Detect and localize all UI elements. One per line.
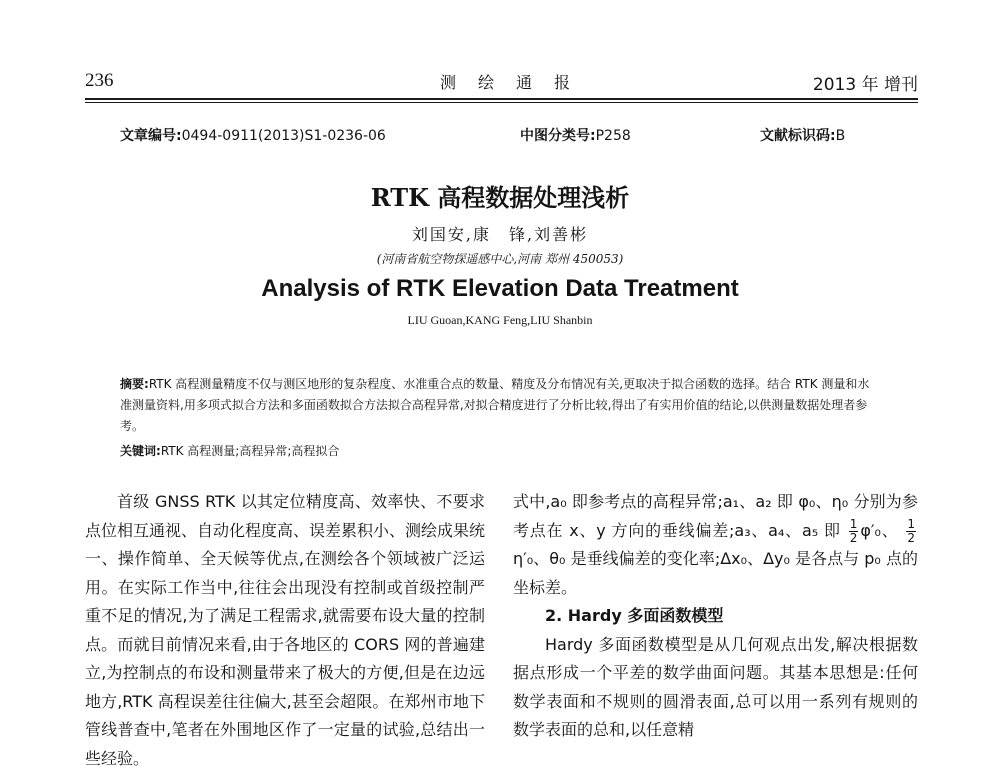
page-number: 236 [85,70,114,91]
keywords-label: 关键词: [120,444,161,458]
article-number [120,125,386,145]
body-right-column [513,488,918,745]
document-code-value: B [835,128,846,144]
authors-chinese: 刘国安,康 锋,刘善彬 [411,225,589,244]
document-code-label: 文献标识码: [760,128,836,144]
fraction-denominator: 2 [849,530,858,545]
intro-paragraph: 首级 GNSS RTK 以其定位精度高、效率快、不要求点位相互通视、自动化程度高、误差累积小、测绘成果统一、操作简单、全天候等优点,在测绘各个领域被广泛运用。在实际工作当中,往往会出现没有控制或首级控制严重不足的情况,为了满足工程需求,就需要布设大量的控制点。而就目前情况来看,由于各地区的 CORS 网的普遍建立,为控制点的布设和测量带来了极大的方便,但是在边远地方,RTK 高程误差往往偏大,甚至会超限。在郑州市地下管线普查中,笔者在外围地区作了一定量的试验,总结出一些经验。 [85,492,486,768]
keywords-text: RTK 高程测量;高程异常;高程拟合 [160,444,340,458]
clc-label: 中图分类号: [520,128,596,144]
affiliation-chinese: (河南省航空物探遥感中心,河南 郑州 450053) [376,252,624,266]
clc-value: P258 [595,128,631,144]
title-chinese: RTK 高程数据处理浅析 [370,183,630,212]
formula-explanation-tail: φ′₀、 [860,520,899,540]
journal-name: 测绘通报 [440,73,593,92]
abstract-text: RTK 高程测量精度不仅与测区地形的复杂程度、水准重合点的数量、精度及分布情况有关,更取决于拟合函数的选择。结合 RTK 测量和水准测量资料,用多项式拟合方法和多面函数拟合方法拟合高程异常,对拟合精度进行了分析比较,得出了有实用价值的结论,以供测量数据处理者参考。 [120,377,870,433]
fraction-numerator: 1 [849,516,858,531]
fraction-one-half [906,518,916,545]
document-code [760,125,845,145]
article-number-value: 0494-0911(2013)S1-0236-06 [181,128,386,144]
article-number-label: 文章编号: [120,128,182,144]
fraction-denominator: 2 [907,530,916,545]
keywords [120,442,880,459]
formula-explanation-continued: η′₀、θ₀ 是垂线偏差的变化率;Δx₀、Δy₀ 是各点与 p₀ 点的坐标差。 [513,549,918,597]
issue-label: 2013 年 增刊 [812,75,918,95]
formula-explanation-text: 式中,a₀ 即参考点的高程异常;a₁、a₂ 即 φ₀、η₀ 分别为参考点在 x、y 方向的垂线偏差;a₃、a₄、a₅ 即 [513,492,918,540]
body-left-column [85,488,485,773]
fraction-one-half [849,518,859,545]
abstract-label: 摘要: [120,377,149,391]
authors-english: LIU Guoan,KANG Feng,LIU Shanbin [407,313,593,327]
title-english: Analysis of RTK Elevation Data Treatment [261,275,739,302]
hardy-paragraph: Hardy 多面函数模型是从几何观点出发,解决根据数据点形成一个平差的数学曲面问题。其基本思想是:任何数学表面和不规则的圆滑表面,总可以用一系列有规则的数学表面的总和,以任意精 [513,634,918,739]
formula-explanation [513,488,918,602]
abstract [120,374,880,437]
header-rule-thin [85,102,918,103]
clc-number [520,125,631,145]
fraction-numerator: 1 [907,516,916,531]
header-rule-thick [85,98,918,100]
section-heading: 2. Hardy 多面函数模型 [545,606,724,625]
